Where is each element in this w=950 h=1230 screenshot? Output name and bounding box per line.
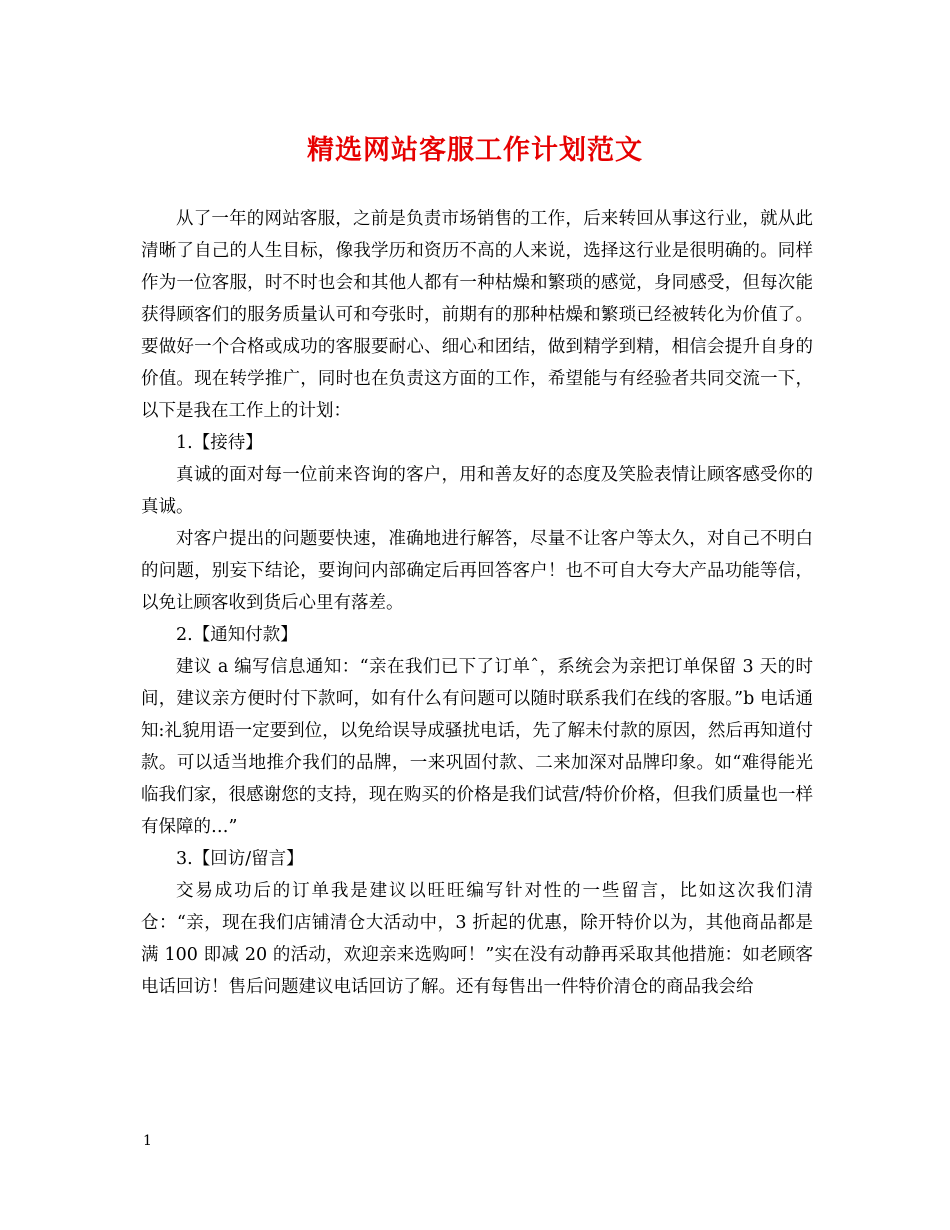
- document-body: [141, 203, 813, 1003]
- section-heading-follow-up: 3.【回访/留言】: [176, 849, 304, 869]
- section-heading-reception: 1.【接待】: [176, 433, 263, 453]
- paragraph: 对客户提出的问题要快速，准确地进行解答，尽量不让客户等太久，对自己不明白的问题，别妄下结论，要询问内部确定后再回答客户！也不可自大夸大产品功能等信，以免让顾客收到货后心里有落差。: [141, 529, 813, 613]
- intro-paragraph: 从了一年的网站客服，之前是负责市场销售的工作，后来转回从事这行业，就从此清晰了自己的人生目标，像我学历和资历不高的人来说，选择这行业是很明确的。同样作为一位客服，时不时也会和其他人都有一种枯燥和繁琐的感觉，身同感受，但每次能获得顾客们的服务质量认可和夸张时，前期有的那种枯燥和繁琐已经被转化为价值了。要做好一个合格或成功的客服要耐心、细心和团结，做到精学到精，相信会提升自身的价值。现在转学推广，同时也在负责这方面的工作，希望能与有经验者共同交流一下，以下是我在工作上的计划：: [141, 209, 813, 421]
- paragraph: 交易成功后的订单我是建议以旺旺编写针对性的一些留言，比如这次我们清仓：“亲，现在我们店铺清仓大活动中，3 折起的优惠，除开特价以为，其他商品都是满 100 即减 20 的活动，欢迎亲来选购呵！”实在没有动静再采取其他措施：如老顾客电话回访！售后问题建议电话回访了解。还有每售出一件特价清仓的商品我会给: [141, 881, 813, 997]
- paragraph: 真诚的面对每一位前来咨询的客户，用和善友好的态度及笑脸表情让顾客感受你的真诚。: [141, 465, 813, 517]
- paragraph: 建议 a 编写信息通知：“亲在我们已下了订单ˆ，系统会为亲把订单保留 3 天的时间，建议亲方便时付下款呵，如有什么有问题可以随时联系我们在线的客服。”b 电话通知:礼貌用语一定要到位，以免给误导成骚扰电话，先了解未付款的原因，然后再知道付款。可以适当地推介我们的品牌，一来巩固付款、二来加深对品牌印象。如“难得能光临我们家，很感谢您的支持，现在购买的价格是我们试营/特价价格，但我们质量也一样有保障的…”: [141, 657, 813, 837]
- document-title: 精选网站客服工作计划范文: [307, 135, 643, 166]
- page-number: 1: [143, 1133, 152, 1149]
- section-heading-payment-notice: 2.【通知付款】: [176, 625, 298, 645]
